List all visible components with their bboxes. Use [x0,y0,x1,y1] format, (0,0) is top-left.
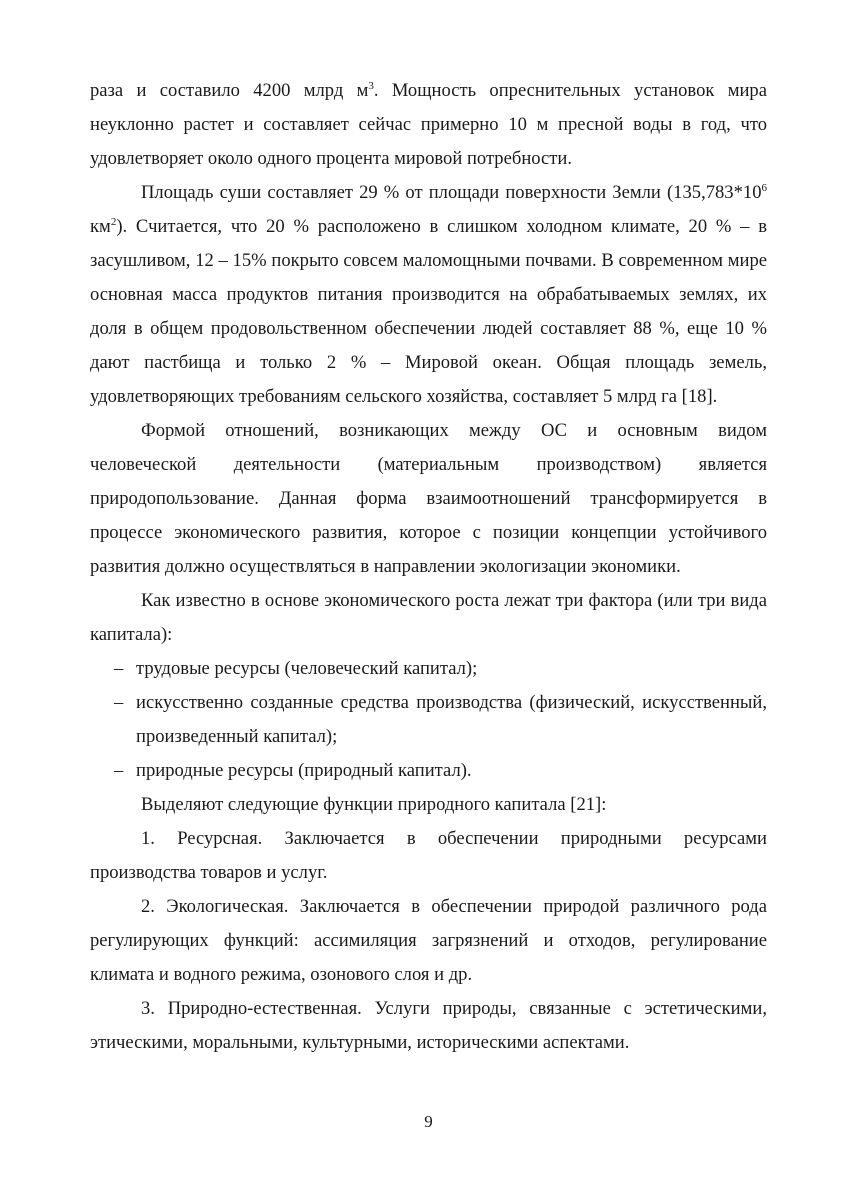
page-body [90,74,767,1060]
page-number: 9 [424,1112,433,1131]
paragraph [90,584,767,652]
text-segment: 2. Экологическая. Заключается в обеспечении природой различного рода регулирующих функций: ассимиляция загрязнений и отходов, регулирование климата и водного режима, озонового слоя и др. [90,896,767,985]
superscript: 3 [368,80,374,92]
text-segment: Площадь суши составляет 29 % от площади поверхности Земли (135,783*10 [141,182,762,203]
paragraph [90,992,767,1060]
superscript: 6 [761,182,767,194]
text-segment: ). Считается, что 20 % расположено в слишком холодном климате, 20 % – в засушливом, 12 – 15% покрыто совсем маломощными почвами. В современном мире основная масса продуктов питания производится на обрабатываемых землях, их доля в общем продовольственном обеспечении людей составляет 88 %, еще 10 % дают пастбища и только 2 % – Мировой океан. Общая площадь земель, удовлетворяющих требованиям сельского хозяйства, составляет 5 млрд га [18]. [90,216,767,407]
text-segment: трудовые ресурсы (человеческий капитал); [136,658,478,679]
text-segment: природные ресурсы (природный капитал). [136,760,472,781]
text-segment: 3. Природно-естественная. Услуги природы, связанные с эстетическими, этическими, моральными, культурными, историческими аспектами. [90,998,767,1053]
text-segment: . Мощность опреснительных установок мира неуклонно растет и составляет сейчас примерно 10 м пресной воды в год, что удовлетворяет около одного процента мировой потребности. [90,80,767,169]
text-segment: Формой отношений, возникающих между ОС и основным видом человеческой деятельности (материальным производством) является природопользование. Данная форма взаимоотношений трансформируется в процессе экономического развития, которое с позиции концепции устойчивого развития должно осуществляться в направлении экологизации экономики. [90,420,767,577]
paragraph [90,74,767,176]
paragraph [90,890,767,992]
list-item [90,652,767,686]
paragraph [90,176,767,414]
text-segment: раза и составило 4200 млрд м [90,80,369,101]
paragraph [90,822,767,890]
text-segment: Выделяют следующие функции природного капитала [21]: [141,794,607,815]
list-dash-marker: – [114,760,124,781]
superscript: 2 [110,216,117,228]
paragraph [90,788,767,822]
list-dash-marker: – [114,658,124,679]
list-item [90,686,767,754]
paragraph [90,414,767,584]
list-item [90,754,767,788]
text-segment: км [90,216,111,237]
text-segment: 1. Ресурсная. Заключается в обеспечении природными ресурсами производства товаров и услуг. [90,828,767,883]
text-segment: Как известно в основе экономического роста лежат три фактора (или три вида капитала): [90,590,767,645]
list-dash-marker: – [114,692,124,713]
text-segment: искусственно созданные средства производства (физический, искусственный, произведенный капитал); [136,692,767,747]
